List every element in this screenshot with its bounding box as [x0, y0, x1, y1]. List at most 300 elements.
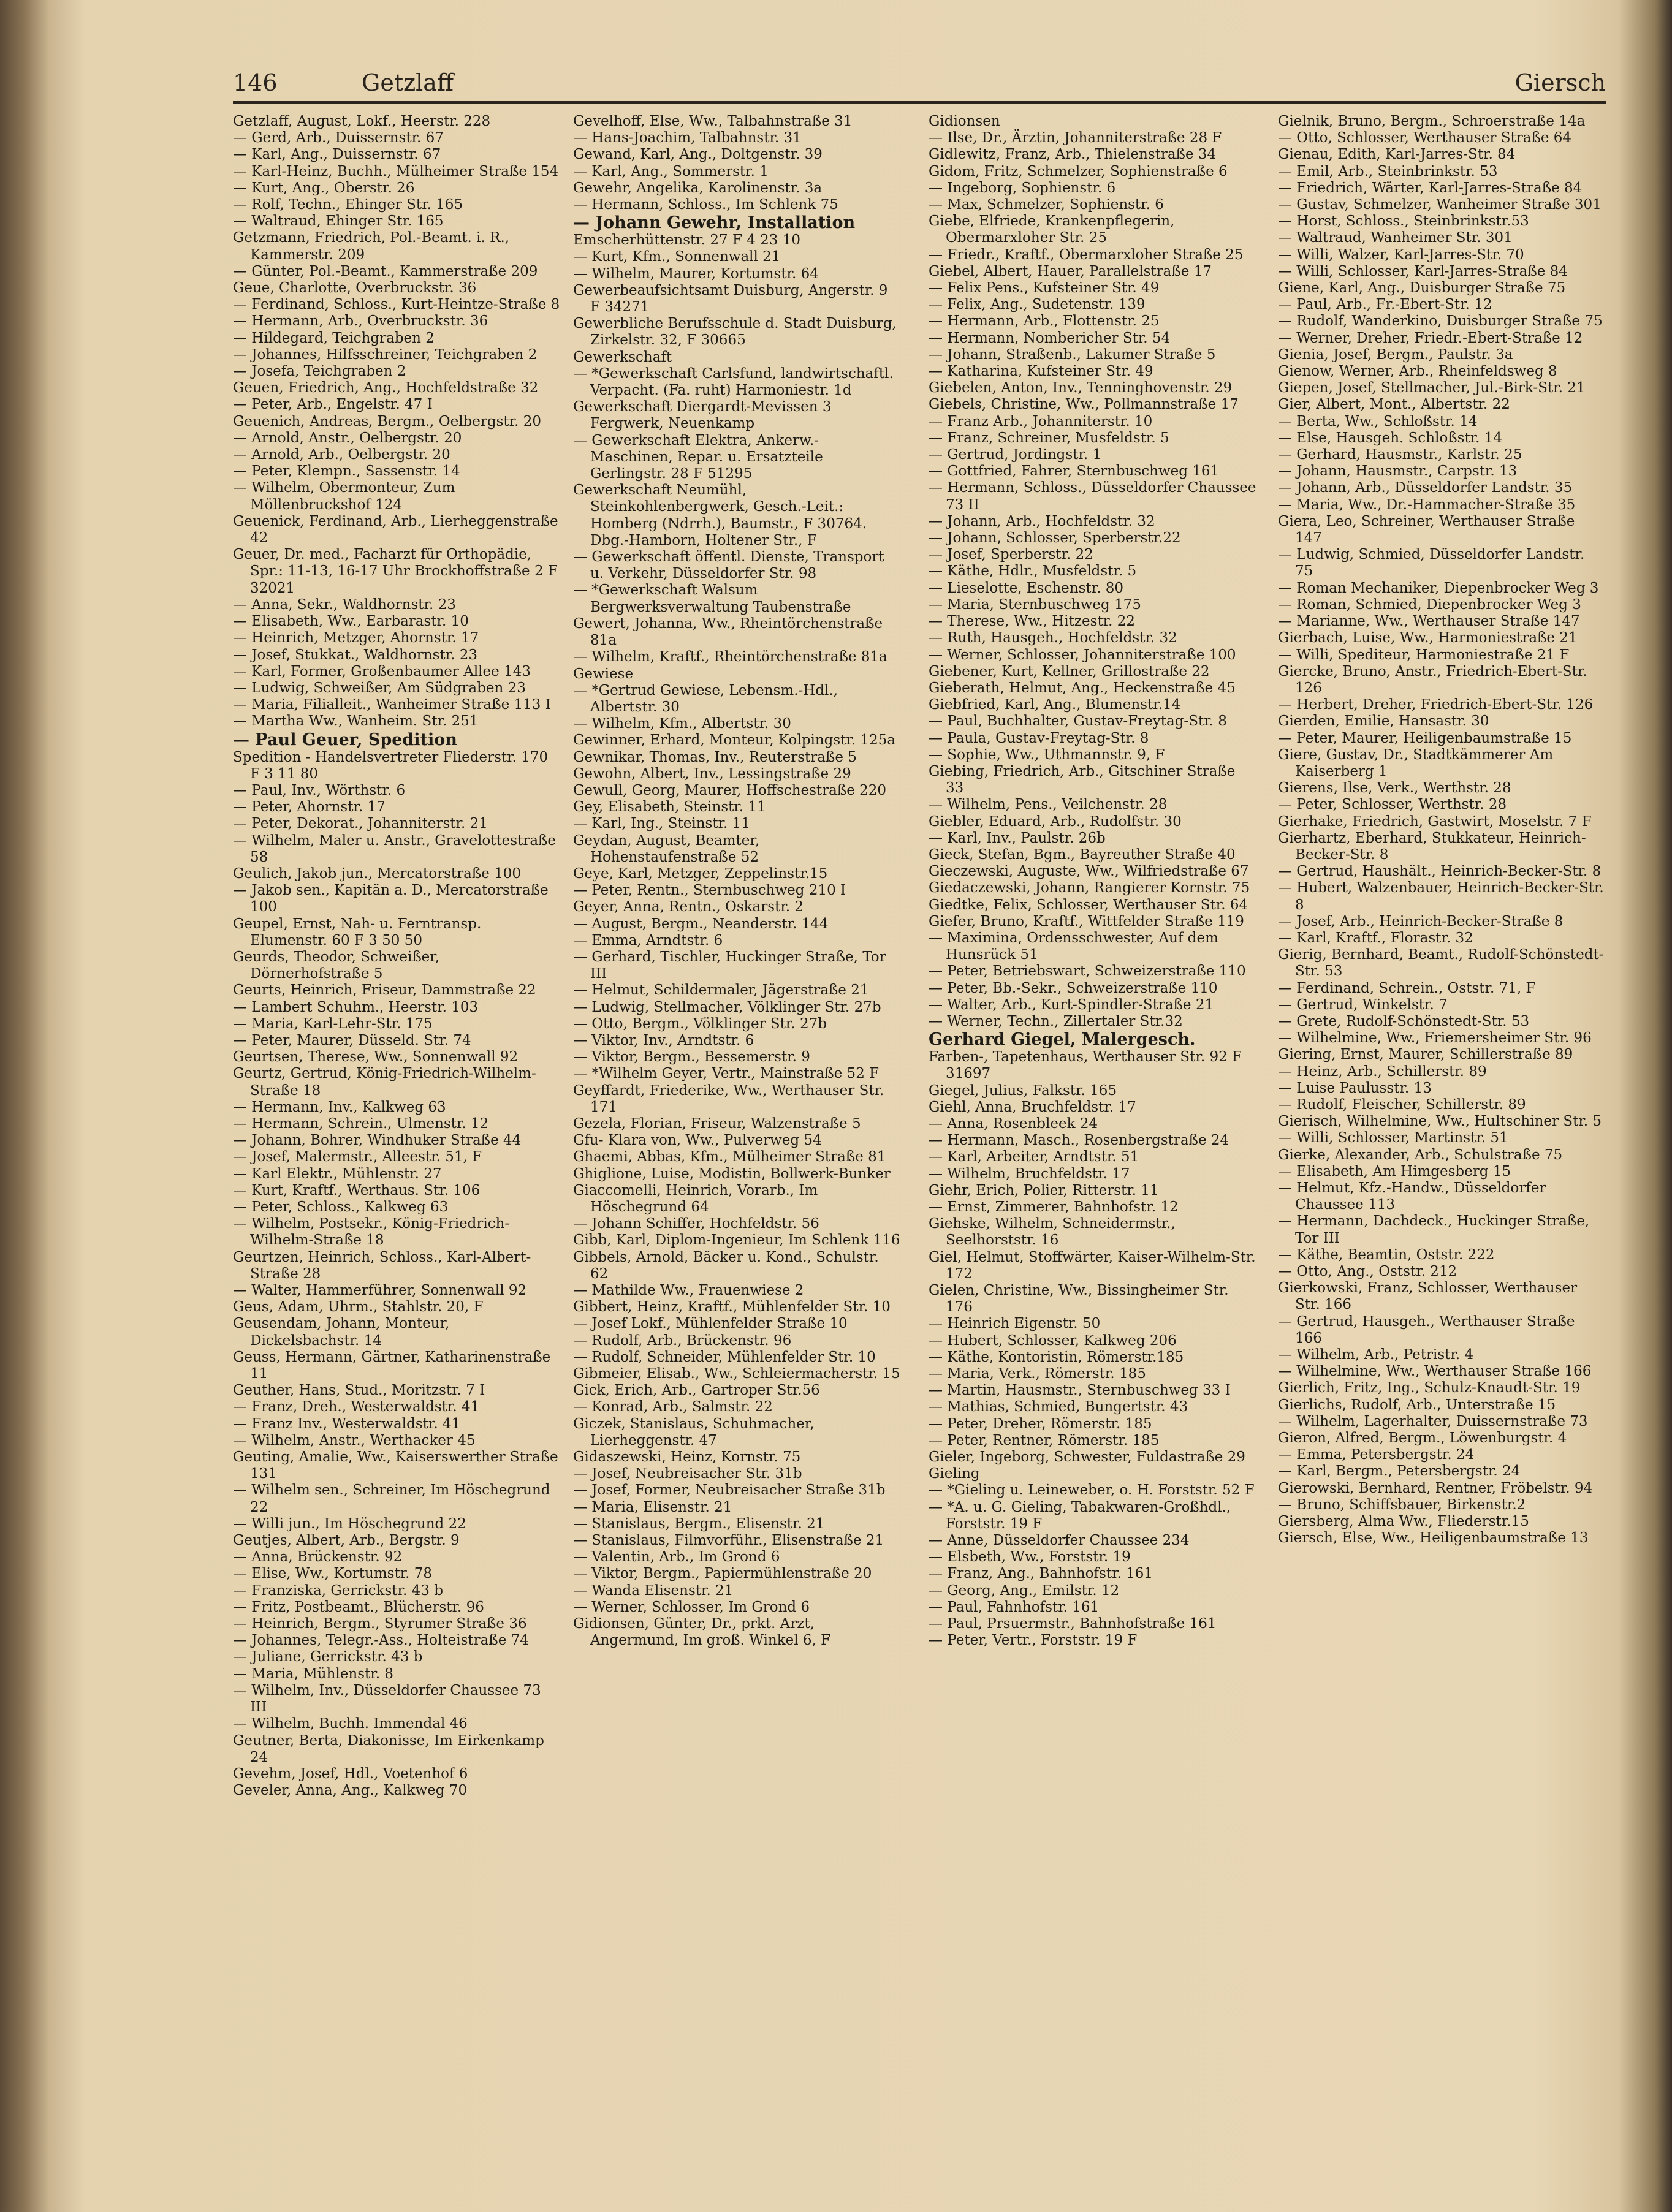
directory-entry: — Arnold, Arb., Oelbergstr. 20: [233, 447, 450, 463]
directory-entry: — Hermann, Arb., Flottenstr. 25: [929, 313, 1160, 330]
directory-entry: — Karl, Ing., Steinstr. 11: [573, 816, 750, 832]
directory-entry: — Franz, Ang., Bahnhofstr. 161: [929, 1566, 1153, 1582]
directory-entry: — Franz Arb., Johanniterstr. 10: [929, 413, 1153, 430]
directory-entry: — Wilhelm, Arb., Petristr. 4: [1278, 1347, 1474, 1363]
directory-entry: — Konrad, Arb., Salmstr. 22: [573, 1399, 773, 1415]
directory-entry: Geyffardt, Friederike, Ww., Werthauser Str. 171: [573, 1082, 884, 1115]
directory-entry: — Peter, Rentn., Sternbuschweg 210 I: [573, 882, 846, 899]
directory-entry: — Josef, Sperberstr. 22: [929, 547, 1093, 563]
directory-entry: — Hermann, Schloss., Im Schlenk 75: [573, 197, 838, 213]
directory-entry: Gierhartz, Eberhard, Stukkateur, Heinrich-Becker-Str. 8: [1278, 830, 1586, 863]
directory-entry: — Grete, Rudolf-Schönstedt-Str. 53: [1278, 1013, 1530, 1029]
directory-entry: — Gewerkschaft öffentl. Dienste, Transport u. Verkehr, Düsseldorfer Str. 98: [573, 549, 884, 582]
directory-entry: — Rolf, Techn., Ehinger Str. 165: [233, 197, 463, 213]
directory-entry: Giere, Gustav, Dr., Stadtkämmerer Am Kaiserberg 1: [1278, 746, 1554, 779]
directory-entry: — Anna, Brückenstr. 92: [233, 1549, 403, 1566]
directory-entry: — Emma, Arndtstr. 6: [573, 932, 723, 949]
directory-entry: — Wilhelm, Pens., Veilchenstr. 28: [929, 797, 1168, 813]
directory-entry: Giera, Leo, Schreiner, Werthauser Straße 147: [1278, 513, 1575, 547]
directory-entry: — Wilhelm, Inv., Düsseldorfer Chaussee 73 III: [233, 1682, 541, 1716]
directory-entry: — Ferdinand, Schloss., Kurt-Heintze-Straße 8: [233, 297, 560, 313]
directory-entry: Emscherhüttenstr. 27 F 4 23 10: [573, 232, 801, 249]
directory-entry: Geydan, August, Beamter, Hohenstaufenstraße 52: [573, 832, 760, 865]
directory-entry: Gewert, Johanna, Ww., Rheintörchenstraße 81a: [573, 615, 883, 649]
directory-entry: — Hermann, Masch., Rosenbergstraße 24: [929, 1132, 1229, 1149]
directory-entry: — Wilhelm, Postsekr., König-Friedrich-Wilhelm-Straße 18: [233, 1216, 510, 1249]
directory-entry: — Lambert Schuhm., Heerstr. 103: [233, 999, 479, 1015]
directory-entry: — Bruno, Schiffsbauer, Birkenstr.2: [1278, 1496, 1526, 1513]
directory-entry: — Gertrud, Hausgeh., Werthauser Straße 166: [1278, 1313, 1575, 1346]
directory-entry: — Paula, Gustav-Freytag-Str. 8: [929, 730, 1149, 746]
directory-entry: Gielen, Christine, Ww., Bissingheimer Str. 176: [929, 1282, 1229, 1316]
directory-entry: — Marianne, Ww., Werthauser Straße 147: [1278, 613, 1580, 630]
directory-entry: Giegel, Julius, Falkstr. 165: [929, 1082, 1117, 1099]
directory-entry: Gielnik, Bruno, Bergm., Schroerstraße 14a: [1278, 113, 1586, 129]
directory-entry: — Friedrich, Wärter, Karl-Jarres-Straße 84: [1278, 180, 1583, 196]
directory-entry: — Franz, Dreh., Westerwaldstr. 41: [233, 1399, 480, 1415]
directory-entry: — Peter, Schlosser, Werthstr. 28: [1278, 797, 1507, 813]
directory-entry: Ghiglione, Luise, Modistin, Bollwerk-Bunker: [573, 1165, 891, 1182]
directory-entry: — Willi, Schlosser, Martinstr. 51: [1278, 1130, 1508, 1146]
directory-entry: — Paul, Buchhalter, Gustav-Freytag-Str. 8: [929, 713, 1227, 730]
directory-entry: — Gerd, Arb., Duissernstr. 67: [233, 130, 444, 146]
directory-entry: Getzlaff, August, Lokf., Heerstr. 228: [233, 113, 491, 129]
directory-entry: — Rudolf, Schneider, Mühlenfelder Str. 10: [573, 1349, 876, 1365]
directory-entry: — Hubert, Walzenbauer, Heinrich-Becker-Str. 8: [1278, 880, 1604, 913]
directory-entry: — Gertrud, Jordingstr. 1: [929, 447, 1102, 463]
directory-entry: — Maria, Sternbuschweg 175: [929, 596, 1141, 613]
directory-entry: — Walter, Hammerführer, Sonnenwall 92: [233, 1282, 527, 1299]
directory-entry: — Hermann, Inv., Kalkweg 63: [233, 1099, 446, 1115]
directory-entry: — Stanislaus, Bergm., Elisenstr. 21: [573, 1515, 825, 1532]
directory-entry: — Berta, Ww., Schloßstr. 14: [1278, 413, 1478, 430]
directory-entry: — Kurt, Kraftf., Werthaus. Str. 106: [233, 1182, 481, 1199]
directory-entry: — Wilhelm, Lagerhalter, Duissernstraße 73: [1278, 1413, 1588, 1430]
directory-entry: Geurtzen, Heinrich, Schloss., Karl-Albert-Straße 28: [233, 1249, 531, 1282]
directory-entry: — Wilhelm, Maurer, Kortumstr. 64: [573, 265, 819, 282]
directory-entry: Gewiese: [573, 665, 634, 682]
directory-entry: Gier, Albert, Mont., Albertstr. 22: [1278, 396, 1510, 413]
directory-entry: Gieling: [929, 1466, 980, 1482]
directory-entry: Giering, Ernst, Maurer, Schillerstraße 89: [1278, 1047, 1573, 1063]
directory-entry: Gierhake, Friedrich, Gastwirt, Moselstr. 7 F: [1278, 813, 1592, 830]
directory-entry: Gewohn, Albert, Inv., Lessingstraße 29: [573, 765, 851, 782]
directory-entry: Giersch, Else, Ww., Heiligenbaumstraße 13: [1278, 1530, 1589, 1547]
directory-entry: — Werner, Dreher, Friedr.-Ebert-Straße 12: [1278, 330, 1583, 346]
directory-entry: — Max, Schmelzer, Sophienstr. 6: [929, 197, 1164, 213]
directory-entry: Geuenick, Ferdinand, Arb., Lierheggenstraße 42: [233, 513, 558, 547]
directory-entry: — Anna, Rosenbleek 24: [929, 1115, 1098, 1132]
directory-entry: Geveler, Anna, Ang., Kalkweg 70: [233, 1782, 468, 1799]
directory-entry: Gewnikar, Thomas, Inv., Reuterstraße 5: [573, 749, 857, 765]
directory-entry: — Walter, Arb., Kurt-Spindler-Straße 21: [929, 996, 1214, 1013]
directory-entry: — Peter, Arb., Engelstr. 47 I: [233, 396, 433, 413]
directory-entry: Giefer, Bruno, Kraftf., Wittfelder Straße 119: [929, 913, 1244, 930]
directory-entry: Spedition - Handelsvertreter Fliederstr. 170 F 3 11 80: [233, 749, 549, 782]
directory-entry: Giehr, Erich, Polier, Ritterstr. 11: [929, 1182, 1159, 1199]
directory-entry: — Hermann, Nombericher Str. 54: [929, 330, 1171, 346]
directory-entry: — Franz, Schreiner, Musfeldstr. 5: [929, 430, 1169, 446]
directory-entry: — Wilhelm, Buchh. Immendal 46: [233, 1716, 468, 1732]
directory-entry: Geue, Charlotte, Overbruckstr. 36: [233, 280, 477, 297]
directory-entry: Gieck, Stefan, Bgm., Bayreuther Straße 40: [929, 846, 1236, 863]
directory-entry: Gfu- Klara von, Ww., Pulverweg 54: [573, 1132, 822, 1149]
directory-entry: — Lieselotte, Eschenstr. 80: [929, 580, 1124, 596]
directory-entry: — Karl, Former, Großenbaumer Allee 143: [233, 663, 531, 680]
directory-entry: — Gottfried, Fahrer, Sternbuschweg 161: [929, 463, 1220, 480]
directory-entry: Gidom, Fritz, Schmelzer, Sophienstraße 6: [929, 163, 1228, 180]
directory-entry: — Wilhelm, Anstr., Werthacker 45: [233, 1432, 476, 1449]
directory-entry: — Josef, Malermstr., Alleestr. 51, F: [233, 1149, 482, 1165]
directory-entry: Gierlichs, Rudolf, Arb., Unterstraße 15: [1278, 1396, 1556, 1413]
directory-entry: Gewerbeaufsichtsamt Duisburg, Angerstr. 9 F 34271: [573, 282, 888, 316]
directory-entry: — Peter, Ahornstr. 17: [233, 799, 386, 816]
column-4: [1278, 113, 1606, 2184]
directory-entry: Gierkowski, Franz, Schlosser, Werthauser Str. 166: [1278, 1280, 1578, 1313]
directory-entry: Getzmann, Friedrich, Pol.-Beamt. i. R., Kammerstr. 209: [233, 230, 510, 263]
directory-entry: Gevehm, Josef, Hdl., Voetenhof 6: [233, 1765, 468, 1782]
directory-entry: Gevelhoff, Else, Ww., Talbahnstraße 31: [573, 113, 853, 129]
directory-entry: — Peter, Bb.-Sekr., Schweizerstraße 110: [929, 980, 1218, 996]
directory-entry: — Willi, Schlosser, Karl-Jarres-Straße 84: [1278, 263, 1568, 279]
directory-entry: Giebelen, Anton, Inv., Tenninghovenstr. 29: [929, 380, 1233, 396]
directory-entry: — Viktor, Inv., Arndtstr. 6: [573, 1032, 754, 1048]
directory-entry: — Johannes, Hilfsschreiner, Teichgraben 2: [233, 346, 538, 363]
directory-entry: — Emma, Petersbergstr. 24: [1278, 1447, 1475, 1463]
directory-entry: — Paul, Prsuermstr., Bahnhofstraße 161: [929, 1616, 1217, 1632]
directory-entry: — Wilhelm, Maler u. Anstr., Gravelottestraße 58: [233, 832, 557, 865]
directory-entry: — Karl, Ang., Sommerstr. 1: [573, 163, 769, 180]
directory-entry: — Karl, Kraftf., Florastr. 32: [1278, 930, 1473, 946]
directory-entry: — Willi, Walzer, Karl-Jarres-Str. 70: [1278, 246, 1524, 263]
directory-entry: — Karl, Inv., Paulstr. 26b: [929, 830, 1106, 846]
directory-entry: — Johann, Bohrer, Windhuker Straße 44: [233, 1132, 522, 1149]
directory-entry: — Käthe, Kontoristin, Römerstr.185: [929, 1349, 1184, 1365]
directory-entry: Giebfried, Karl, Ang., Blumenstr.14: [929, 697, 1181, 713]
directory-entry: Geuther, Hans, Stud., Moritzstr. 7 I: [233, 1382, 485, 1399]
directory-entry: Gibmeier, Elisab., Ww., Schleiermacherstr. 15: [573, 1366, 900, 1382]
directory-entry: — Johann Schiffer, Hochfeldstr. 56: [573, 1216, 819, 1232]
directory-entry: Gierig, Bernhard, Beamt., Rudolf-Schönstedt-Str. 53: [1278, 947, 1604, 980]
directory-entry: — Rudolf, Fleischer, Schillerstr. 89: [1278, 1096, 1526, 1113]
directory-entry: — Sophie, Ww., Uthmannstr. 9, F: [929, 746, 1165, 763]
directory-entry: — Johann, Schlosser, Sperberstr.22: [929, 530, 1181, 547]
directory-entry: Geyer, Anna, Rentn., Oskarstr. 2: [573, 899, 804, 915]
directory-entry: — Stanislaus, Filmvorführ., Elisenstraße 21: [573, 1532, 884, 1549]
page-number: 146: [233, 69, 278, 96]
directory-entry: — *A. u. G. Gieling, Tabakwaren-Großhdl., Forststr. 19 F: [929, 1499, 1231, 1532]
directory-entry: — Johann, Hausmstr., Carpstr. 13: [1278, 463, 1518, 480]
directory-entry: — Peter, Rentner, Römerstr. 185: [929, 1432, 1160, 1449]
directory-entry: — Herbert, Dreher, Friedrich-Ebert-Str. 126: [1278, 697, 1594, 713]
directory-entry: Giepen, Josef, Stellmacher, Jul.-Birk-Str. 21: [1278, 380, 1586, 396]
directory-entry: Geuting, Amalie, Ww., Kaiserswerther Straße 131: [233, 1449, 558, 1482]
directory-entry: — Horst, Schloss., Steinbrinkstr.53: [1278, 213, 1529, 230]
column-1: [233, 113, 561, 2184]
directory-entry: — Käthe, Beamtin, Oststr. 222: [1278, 1246, 1495, 1263]
directory-entry: — Peter, Betriebswart, Schweizerstraße 110: [929, 963, 1246, 980]
directory-entry: Geurts, Heinrich, Friseur, Dammstraße 22: [233, 982, 536, 999]
directory-entry: Gienia, Josef, Bergm., Paulstr. 3a: [1278, 346, 1513, 363]
directory-entry: — Otto, Schlosser, Werthauser Straße 64: [1278, 130, 1572, 146]
directory-entry: — Wilhelm, Obermonteur, Zum Möllenbruckshof 124: [233, 480, 455, 513]
directory-entry: Geutjes, Albert, Arb., Bergstr. 9: [233, 1532, 460, 1549]
directory-entry: Giercke, Bruno, Anstr., Friedrich-Ebert-Str. 126: [1278, 663, 1587, 696]
directory-entry: — Jakob sen., Kapitän a. D., Mercatorstraße 100: [233, 882, 549, 915]
directory-entry: — Maria, Filialleit., Wanheimer Straße 113 I: [233, 697, 551, 713]
directory-entry: — Maria, Ww., Dr.-Hammacher-Straße 35: [1278, 496, 1576, 513]
directory-entry: — Gertrud, Haushält., Heinrich-Becker-Str. 8: [1278, 863, 1602, 880]
directory-entry: Gerhard Giegel, Malergesch.: [929, 1030, 1196, 1050]
directory-entry: — *Gieling u. Leineweber, o. H. Forststr. 52 F: [929, 1482, 1255, 1499]
directory-entry: Gewehr, Angelika, Karolinenstr. 3a: [573, 180, 823, 196]
directory-entry: — Roman, Schmied, Diepenbrocker Weg 3: [1278, 596, 1581, 613]
directory-entry: — Mathias, Schmied, Bungertstr. 43: [929, 1399, 1188, 1415]
directory-entry: — Arnold, Anstr., Oelbergstr. 20: [233, 430, 462, 446]
directory-entry: Gierden, Emilie, Hansastr. 30: [1278, 713, 1489, 730]
directory-entry: — Johann, Arb., Düsseldorfer Landstr. 35: [1278, 480, 1573, 496]
directory-entry: — Martha Ww., Wanheim. Str. 251: [233, 713, 479, 730]
directory-entry: — Valentin, Arb., Im Grond 6: [573, 1549, 780, 1566]
directory-entry: — Werner, Schlosser, Johanniterstraße 100: [929, 646, 1236, 663]
directory-entry: — Johannes, Telegr.-Ass., Holteistraße 74: [233, 1632, 529, 1649]
directory-entry: Giebel, Albert, Hauer, Parallelstraße 17: [929, 263, 1212, 279]
directory-entry: Geurds, Theodor, Schweißer, Dörnerhofstraße 5: [233, 949, 440, 982]
directory-entry: — Wilhelm, Kraftf., Rheintörchenstraße 81a: [573, 649, 887, 665]
directory-entry: Gezela, Florian, Friseur, Walzenstraße 5: [573, 1115, 861, 1132]
directory-entry: Giebener, Kurt, Kellner, Grillostraße 22: [929, 663, 1210, 680]
directory-entry: — *Wilhelm Geyer, Vertr., Mainstraße 52 F: [573, 1066, 880, 1082]
directory-entry: Farben-, Tapetenhaus, Werthauser Str. 92 F 31697: [929, 1049, 1242, 1082]
directory-entry: — Ernst, Zimmerer, Bahnhofstr. 12: [929, 1199, 1179, 1215]
directory-entry: — Josef, Arb., Heinrich-Becker-Straße 8: [1278, 913, 1564, 930]
directory-entry: Gewerkschaft Diergardt-Mevissen 3 Fergwerk, Neuenkamp: [573, 399, 832, 432]
directory-entry: Giehske, Wilhelm, Schneidermstr., Seelhorststr. 16: [929, 1216, 1176, 1249]
directory-entry: — Paul, Arb., Fr.-Ebert-Str. 12: [1278, 297, 1492, 313]
directory-entry: Gewinner, Erhard, Monteur, Kolpingstr. 125a: [573, 732, 896, 749]
directory-entry: Geuenich, Andreas, Bergm., Oelbergstr. 20: [233, 413, 542, 430]
directory-entry: — Katharina, Kufsteiner Str. 49: [929, 363, 1153, 380]
directory-entry: — Elisabeth, Ww., Earbarastr. 10: [233, 613, 469, 630]
directory-entry: — Karl, Bergm., Petersbergstr. 24: [1278, 1463, 1521, 1480]
directory-entry: — Ludwig, Schweißer, Am Südgraben 23: [233, 680, 526, 696]
directory-entry: Gieler, Ingeborg, Schwester, Fuldastraße 29: [929, 1449, 1245, 1466]
directory-entry: Geuer, Dr. med., Facharzt für Orthopädie, Spr.: 11-13, 16-17 Uhr Brockhoffstraße 2 F 32021: [233, 547, 558, 596]
directory-entry: Gewull, Georg, Maurer, Hoffschestraße 220: [573, 782, 887, 798]
directory-entry: Gidlewitz, Franz, Arb., Thielenstraße 34: [929, 146, 1217, 163]
column-3: [929, 113, 1256, 2184]
directory-entry: — Luise Paulusstr. 13: [1278, 1080, 1432, 1096]
directory-entry: — Kurt, Kfm., Sonnenwall 21: [573, 249, 781, 265]
directory-entry: — Josef, Stukkat., Waldhornstr. 23: [233, 646, 477, 663]
directory-entry: — Wilhelmine, Ww., Friemersheimer Str. 96: [1278, 1030, 1592, 1047]
directory-entry: — Franziska, Gerrickstr. 43 b: [233, 1582, 443, 1599]
directory-entry: Giebler, Eduard, Arb., Rudolfstr. 30: [929, 813, 1182, 830]
directory-entry: — Wanda Elisenstr. 21: [573, 1582, 734, 1599]
directory-entry: — *Gewerkschaft Carlsfund, landwirtschaftl. Verpacht. (Fa. ruht) Harmoniestr. 1d: [573, 365, 894, 399]
directory-entry: — *Gertrud Gewiese, Lebensm.-Hdl., Albertstr. 30: [573, 682, 838, 715]
directory-entry: — Martin, Hausmstr., Sternbuschweg 33 I: [929, 1382, 1231, 1399]
directory-entry: Giehl, Anna, Bruchfeldstr. 17: [929, 1099, 1136, 1115]
directory-entry: — Willi jun., Im Höschegrund 22: [233, 1515, 466, 1532]
directory-entry: — Gerhard, Hausmstr., Karlstr. 25: [1278, 447, 1522, 463]
directory-entry: — Heinz, Arb., Schillerstr. 89: [1278, 1063, 1487, 1080]
directory-entry: — Hermann, Dachdeck., Huckinger Straße, Tor III: [1278, 1213, 1590, 1246]
directory-entry: — Helmut, Kfz.-Handw., Düsseldorfer Chaussee 113: [1278, 1180, 1546, 1213]
directory-entry: — Kurt, Ang., Oberstr. 26: [233, 180, 415, 196]
directory-entry: — Heinrich Eigenstr. 50: [929, 1316, 1101, 1332]
directory-entry: — Gertrud, Winkelstr. 7: [1278, 996, 1448, 1013]
directory-entry: — Elise, Ww., Kortumstr. 78: [233, 1566, 433, 1582]
directory-entry: — Josef Lokf., Mühlenfelder Straße 10: [573, 1316, 848, 1332]
directory-entry: — Paul Geuer, Spedition: [233, 730, 457, 749]
directory-entry: — Peter, Maurer, Heiligenbaumstraße 15: [1278, 730, 1572, 746]
directory-entry: Geusendam, Johann, Monteur, Dickelsbachstr. 14: [233, 1316, 450, 1349]
directory-entry: — Josef, Former, Neubreisacher Straße 31b: [573, 1482, 886, 1499]
directory-entry: — Emil, Arb., Steinbrinkstr. 53: [1278, 163, 1498, 180]
directory-entry: — Johann, Arb., Hochfeldstr. 32: [929, 513, 1155, 529]
directory-entry: Gienau, Edith, Karl-Jarres-Str. 84: [1278, 146, 1516, 163]
directory-entry: Giebe, Elfriede, Krankenpflegerin, Obermarxloher Str. 25: [929, 213, 1175, 246]
directory-entry: — Felix Pens., Kufsteiner Str. 49: [929, 280, 1160, 297]
directory-entry: Gierisch, Wilhelmine, Ww., Hultschiner Str. 5: [1278, 1113, 1602, 1130]
directory-entry: Ghaemi, Abbas, Kfm., Mülheimer Straße 81: [573, 1149, 886, 1165]
directory-entry: — Josefa, Teichgraben 2: [233, 363, 406, 380]
directory-entry: — Wilhelm, Bruchfeldstr. 17: [929, 1165, 1130, 1182]
directory-entry: Geupel, Ernst, Nah- u. Ferntransp. Elumenstr. 60 F 3 50 50: [233, 915, 482, 949]
directory-entry: — Peter, Dreher, Römerstr. 185: [929, 1415, 1152, 1432]
directory-entry: Gibbert, Heinz, Kraftf., Mühlenfelder Str. 10: [573, 1299, 891, 1316]
directory-entry: — Karl, Ang., Duissernstr. 67: [233, 146, 441, 163]
directory-entry: Geuss, Hermann, Gärtner, Katharinenstraße 11: [233, 1349, 551, 1382]
running-head-last-entry: Giersch: [1514, 69, 1606, 96]
directory-entry: — Paul, Inv., Wörthstr. 6: [233, 782, 406, 798]
running-head-first-entry: Getzlaff: [362, 69, 454, 96]
directory-entry: — Felix, Ang., Sudetenstr. 139: [929, 297, 1146, 313]
directory-entry: — Fritz, Postbeamt., Blücherstr. 96: [233, 1599, 484, 1615]
directory-entry: — Otto, Ang., Oststr. 212: [1278, 1263, 1457, 1280]
directory-entry: — Friedr., Kraftf., Obermarxloher Straße 25: [929, 246, 1244, 263]
directory-entry: Giaccomelli, Heinrich, Vorarb., Im Höschegrund 64: [573, 1182, 818, 1215]
directory-entry: — *Gewerkschaft Walsum Bergwerksverwaltung Taubenstraße: [573, 582, 851, 615]
directory-entry: Geurtz, Gertrud, König-Friedrich-Wilhelm-Straße 18: [233, 1066, 536, 1099]
directory-entry: Geutner, Berta, Diakonisse, Im Eirkenkamp 24: [233, 1732, 544, 1765]
directory-entry: — Rudolf, Wanderkino, Duisburger Straße 75: [1278, 313, 1603, 330]
directory-entry: — Maria, Mühlenstr. 8: [233, 1665, 393, 1682]
directory-entry: — Wilhelmine, Ww., Werthauser Straße 166: [1278, 1363, 1592, 1380]
directory-entry: — Hildegard, Teichgraben 2: [233, 330, 435, 346]
directory-entry: Gewerkschaft Neumühl, Steinkohlenbergwerk, Gesch.-Leit.: Homberg (Ndrrh.), Baumstr., F 30764. Dbg.-Hamborn, Holtener Str., F: [573, 482, 867, 548]
directory-entry: Gewerkschaft: [573, 349, 672, 365]
directory-entry: Gidionsen: [929, 113, 1000, 129]
directory-entry: Giebels, Christine, Ww., Pollmannstraße 17: [929, 396, 1239, 413]
directory-entry: — Peter, Klempn., Sassenstr. 14: [233, 463, 460, 480]
directory-entry: Giebing, Friedrich, Arb., Gitschiner Straße 33: [929, 763, 1236, 797]
directory-entry: Giel, Helmut, Stoffwärter, Kaiser-Wilhelm-Str. 172: [929, 1249, 1256, 1282]
directory-entry: Giene, Karl, Ang., Duisburger Straße 75: [1278, 280, 1566, 297]
directory-entry: Gieron, Alfred, Bergm., Löwenburgstr. 4: [1278, 1430, 1567, 1447]
column-2: [573, 113, 901, 2184]
directory-entry: Giedaczewski, Johann, Rangierer Kornstr. 75: [929, 880, 1250, 896]
directory-entry: — Willi, Spediteur, Harmoniestraße 21 F: [1278, 646, 1570, 663]
directory-entry: Gewand, Karl, Ang., Doltgenstr. 39: [573, 146, 823, 163]
directory-entry: — Waltraud, Wanheimer Str. 301: [1278, 230, 1513, 246]
directory-entry: — Ludwig, Schmied, Düsseldorfer Landstr. 75: [1278, 547, 1585, 580]
directory-entry: — Maria, Karl-Lehr-Str. 175: [233, 1015, 433, 1032]
directory-entry: Gieberath, Helmut, Ang., Heckenstraße 45: [929, 680, 1236, 696]
directory-entry: Gibb, Karl, Diplom-Ingenieur, Im Schlenk 116: [573, 1232, 900, 1249]
directory-entry: Geurtsen, Therese, Ww., Sonnenwall 92: [233, 1049, 519, 1066]
directory-entry: — Peter, Vertr., Forststr. 19 F: [929, 1632, 1138, 1649]
directory-entry: — Otto, Bergm., Völklinger Str. 27b: [573, 1015, 827, 1032]
directory-entry: — Gewerkschaft Elektra, Ankerw.-Maschinen, Repar. u. Ersatzteile Gerlingstr. 28 F 51295: [573, 432, 823, 482]
directory-entry: — Hubert, Schlosser, Kalkweg 206: [929, 1332, 1177, 1349]
page-header: [233, 64, 1606, 104]
directory-entry: Gey, Elisabeth, Steinstr. 11: [573, 799, 766, 816]
directory-entry: — Elisabeth, Am Himgesberg 15: [1278, 1163, 1511, 1180]
directory-entry: Geulich, Jakob jun., Mercatorstraße 100: [233, 865, 522, 882]
directory-entry: — Roman Mechaniker, Diepenbrocker Weg 3: [1278, 580, 1599, 596]
directory-entry: — Johann, Straßenb., Lakumer Straße 5: [929, 346, 1216, 363]
directory-entry: — Hermann, Arb., Overbruckstr. 36: [233, 313, 488, 330]
directory-entry: — Viktor, Bergm., Bessemerstr. 9: [573, 1049, 810, 1066]
directory-entry: — Else, Hausgeh. Schloßstr. 14: [1278, 430, 1503, 446]
directory-entry: — Ilse, Dr., Ärztin, Johanniterstraße 28 F: [929, 130, 1222, 146]
directory-entry: — Wilhelm, Kfm., Albertstr. 30: [573, 716, 791, 732]
directory-entry: — Maximina, Ordensschwester, Auf dem Hunsrück 51: [929, 930, 1218, 963]
directory-entry: — Hans-Joachim, Talbahnstr. 31: [573, 130, 802, 146]
directory-entry: — Rudolf, Arb., Brückenstr. 96: [573, 1332, 792, 1349]
directory-entry: — Wilhelm sen., Schreiner, Im Höschegrund 22: [233, 1482, 550, 1515]
directory-entry: — Hermann, Schrein., Ulmenstr. 12: [233, 1115, 489, 1132]
directory-entry: — Ludwig, Stellmacher, Völklinger Str. 27b: [573, 999, 881, 1015]
directory-entry: Geuen, Friedrich, Ang., Hochfeldstraße 32: [233, 380, 539, 396]
directory-entry: — Gustav, Schmelzer, Wanheimer Straße 301: [1278, 197, 1602, 213]
directory-entry: Gienow, Werner, Arb., Rheinfeldsweg 8: [1278, 363, 1557, 380]
directory-entry: Gibbels, Arnold, Bäcker u. Kond., Schulstr. 62: [573, 1249, 879, 1282]
directory-entry: — Karl Elektr., Mühlenstr. 27: [233, 1165, 442, 1182]
directory-entry: Giczek, Stanislaus, Schuhmacher, Lierheggenstr. 47: [573, 1415, 815, 1449]
directory-entry: — Maria, Elisenstr. 21: [573, 1499, 732, 1515]
directory-entry: — Peter, Schloss., Kalkweg 63: [233, 1199, 449, 1215]
directory-entry: — Peter, Maurer, Düsseld. Str. 74: [233, 1032, 471, 1048]
directory-entry: — Gerhard, Tischler, Huckinger Straße, Tor III: [573, 949, 886, 982]
directory-entry: Giedtke, Felix, Schlosser, Werthauser Str. 64: [929, 896, 1248, 913]
directory-entry: — Peter, Dekorat., Johanniterstr. 21: [233, 816, 488, 832]
directory-entry: — Karl-Heinz, Buchh., Mülheimer Straße 154: [233, 163, 559, 180]
directory-entry: Giersberg, Alma Ww., Fliederstr.15: [1278, 1513, 1529, 1530]
directory-entry: — Therese, Ww., Hitzestr. 22: [929, 613, 1136, 630]
directory-entry: — August, Bergm., Neanderstr. 144: [573, 915, 829, 932]
directory-entry: Geye, Karl, Metzger, Zeppelinstr.15: [573, 865, 828, 882]
directory-entry: Gick, Erich, Arb., Gartroper Str.56: [573, 1382, 820, 1399]
directory-entry: — Waltraud, Ehinger Str. 165: [233, 213, 444, 230]
directory-entry: — Hermann, Schloss., Düsseldorfer Chaussee 73 II: [929, 480, 1256, 513]
directory-entry: — Elsbeth, Ww., Forststr. 19: [929, 1549, 1131, 1566]
directory-entry: Gierlich, Fritz, Ing., Schulz-Knaudt-Str. 19: [1278, 1380, 1581, 1396]
directory-entry: — Käthe, Hdlr., Musfeldstr. 5: [929, 563, 1137, 580]
directory-entry: — Anna, Sekr., Waldhornstr. 23: [233, 596, 456, 613]
directory-entry: — Juliane, Gerrickstr. 43 b: [233, 1649, 423, 1665]
directory-entry: — Werner, Schlosser, Im Grond 6: [573, 1599, 810, 1615]
directory-entry: Gidionsen, Günter, Dr., prkt. Arzt, Angermund, Im groß. Winkel 6, F: [573, 1616, 831, 1649]
directory-entry: — Josef, Neubreisacher Str. 31b: [573, 1466, 802, 1482]
directory-entry: — Werner, Techn., Zillertaler Str.32: [929, 1013, 1183, 1029]
directory-entry: Gierke, Alexander, Arb., Schulstraße 75: [1278, 1146, 1563, 1163]
directory-entry: — Franz Inv., Westerwaldstr. 41: [233, 1415, 461, 1432]
directory-entry: — Viktor, Bergm., Papiermühlenstraße 20: [573, 1566, 872, 1582]
directory-entry: — Johann Gewehr, Installation: [573, 213, 856, 233]
